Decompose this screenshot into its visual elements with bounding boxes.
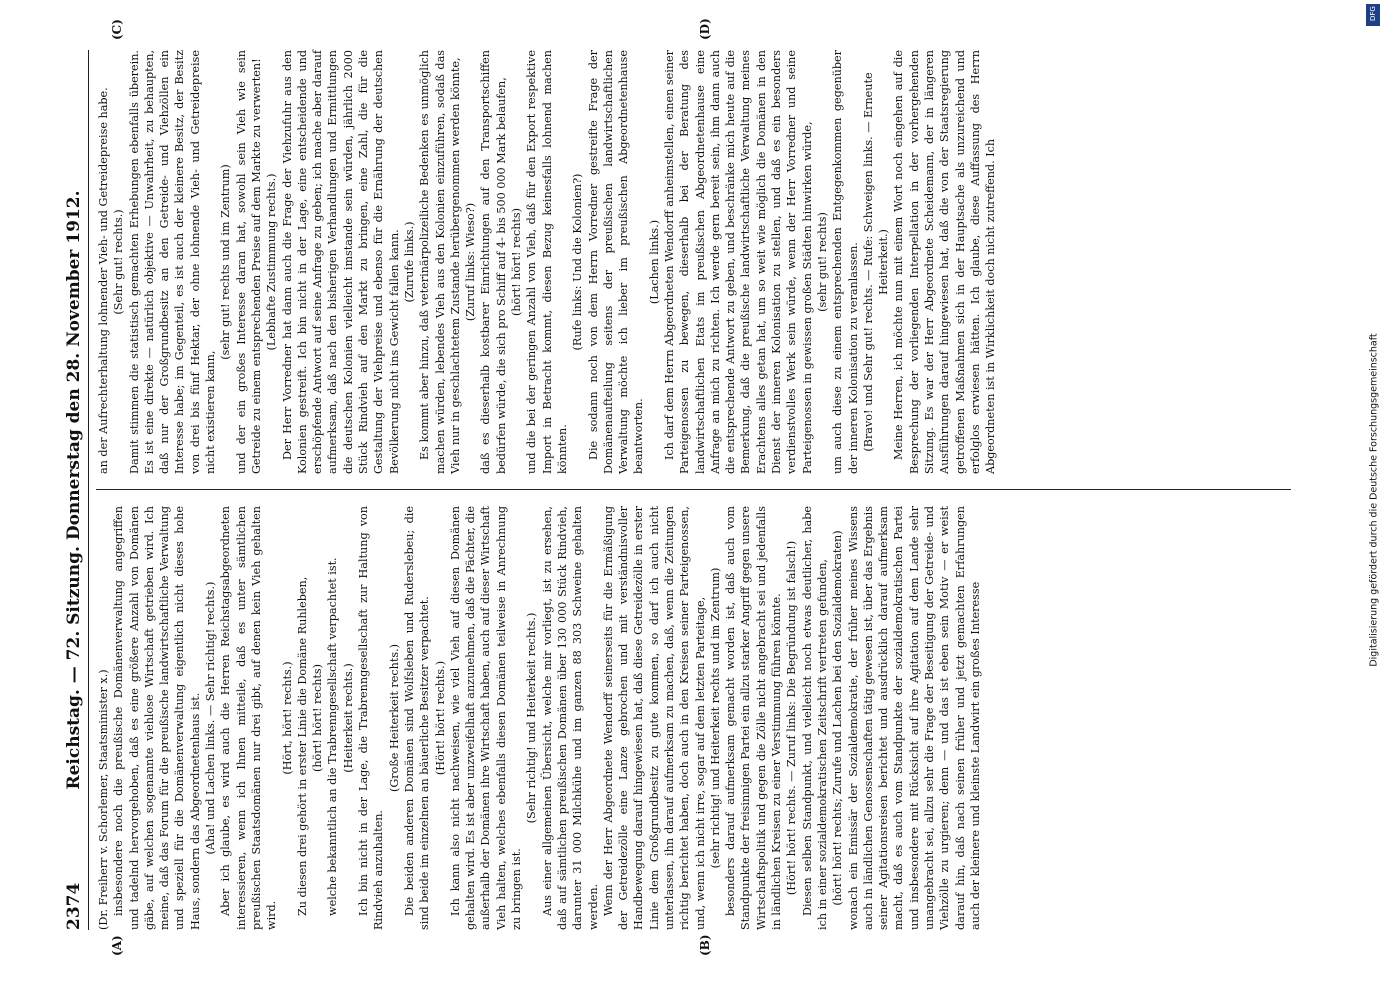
interjection: (Zurufe links.) <box>402 221 416 303</box>
column-divider <box>96 489 1291 490</box>
paragraph: Aus einer allgemeinen Übersicht, welche mir vorliegt, ist zu ersehen, daß auf sämtlichen preußischen Domänen über 130 000 Stück Rindvieh, darunter 31 000 Milchkühe und im ganzen 88 303 Schweine gehalten werden. <box>540 506 600 930</box>
paragraph: wonach ein Emissär der Sozialdemokratie, der früher meines Wissens auch in ländlichen Genossenschaften tätig gewesen ist, über das Ergebnis seiner Agitationsreisen berichtet und ausdrücklich darauf aufmerksam macht, daß es auch vom Standpunkte der sozialdemokratischen Partei und insbesondere mit Rücksicht auf ihre Agitation auf dem Lande sehr unangebracht sei, allzu sehr die Frage der Beseitigung der Getreide- und Viehzölle zu urgieren; denn — und das ist eben sein Motiv — er weist darauf hin, daß nach seinen früher und jetzt gemachten Erfahrungen auch der kleinere und kleinste Landwirt ein großes Interesse <box>846 506 982 930</box>
paragraph: um auch diese zu einem entsprechenden Entgegenkommen gegenüber der inneren Kolonisation zu veranlassen. <box>831 50 860 474</box>
interjection: (Heiterkeit rechts.) <box>341 663 355 773</box>
interjection: (Bravo! und Sehr gut! rechts. — Rufe: Schweigen links. — Erneute Heiterkeit.) <box>861 72 891 452</box>
dfg-logo <box>1366 4 1380 26</box>
interjection: (Sehr richtig! und Heiterkeit rechts.) <box>525 612 539 824</box>
paragraph: insbesondere noch die preußische Domänenverwaltung angegriffen und tadelnd hervorgehoben, daß es eine größere Anzahl von Domänen gäbe, auf welchen sogenannte viehlose Wirtschaft getrieben wird. Ich meine, daß das Forum für die preußische landwirtschaftliche Verwaltung und speziell für die Domänenverwaltung eigentlich nicht dieses hohe Haus, sondern das Abgeordnetenhaus ist. <box>112 506 202 930</box>
paragraph: Zu diesen drei gehört in erster Linie die Domäne Ruhleben, <box>295 576 309 916</box>
interjection: (Hört, hört! rechts.) <box>280 661 294 775</box>
paragraph: (Dr. Freiherr v. Schorlemer, Staatsminister x.) <box>97 669 110 930</box>
paragraph: Damit stimmen die statistisch gemachten Erhebungen ebenfalls überein. Es ist eine direkte — natürlich objektive — Unwahrheit, zu behaupten, daß nur der Großgrundbesitz an den Getreide- und Viehzöllen ein Interesse habe; im Gegenteil, es ist auch der kleinere Besitz, der Besitz von drei bis fünf Hektar, der ohne lohnende Vieh- und Getreidepreise nicht existieren kann, <box>127 50 218 474</box>
interjection: (hört! hört! rechts; Zurufe und Lachen bei den Sozialdemokraten) <box>831 530 845 906</box>
page-title: Reichstag. — 72. Sitzung. Donnerstag den 28. November 1912. <box>64 190 84 790</box>
margin-marker-d: (D) <box>698 18 712 40</box>
left-text-column <box>96 506 983 930</box>
interjection: (Sehr gut! rechts.) <box>112 209 126 315</box>
paragraph: Aber ich glaube, es wird auch die Herren Reichstagsabgeordneten interessieren, wenn ich Ihnen mitteile, daß es unter sämtlichen preußischen Staatsdomänen nur drei gibt, auf denen kein Vieh gehalten wird. <box>219 506 279 930</box>
page-header <box>58 50 86 930</box>
digitization-credit: Digitalisierung gefördert durch die Deutsche Forschungsgemeinschaft <box>1368 333 1380 667</box>
dfg-logo-text: DFG <box>1369 6 1377 21</box>
interjection: (Hört! hört! rechts. — Zuruf links: Die Begründung ist falsch!) <box>785 540 799 896</box>
interjection: (hört! hört! rechts) <box>510 207 524 317</box>
interjection: (Große Heiterkeit rechts.) <box>387 643 401 793</box>
interjection: (Aha! und Lachen links. — Sehr richtig! rechts.) <box>204 581 218 855</box>
interjection: (hört! hört! rechts) <box>311 663 325 773</box>
right-text-column <box>96 50 999 474</box>
interjection: (sehr gut! rechts) <box>815 212 829 312</box>
paragraph: Die sodann noch von dem Herrn Vorredner gestreifte Frage der Domänenaufteilung seitens der preußischen landwirtschaftlichen Verwaltung möchte ich lieber im preußischen Abgeordnetenhause beantworten. <box>586 50 646 474</box>
paragraph: daß es dieserhalb kostbarer Einrichtungen auf den Transportschiffen bedürfen würde, die sich pro Schiff auf 4- bis 500 000 Mark belaufen, <box>479 50 508 474</box>
interjection: (Hört! hört! rechts.) <box>433 660 447 776</box>
paragraph: welche bekanntlich an die Trabrenngesellschaft verpachtet ist. <box>326 557 340 916</box>
interjection: (Lachen links.) <box>647 219 661 305</box>
interjection: (Zuruf links: Wieso?) <box>464 202 478 322</box>
paragraph: Es kommt aber hinzu, daß veterinärpolizeiliche Bedenken es unmöglich machen würden, lebendes Vieh aus den Kolonien einzuführen, sodaß das Vieh nur in geschlachtetem Zustande herübergenommen werden könnte, <box>418 50 462 474</box>
header-rule <box>88 50 89 930</box>
interjection: (Lebhafte Zustimmung rechts.) <box>265 173 279 351</box>
paragraph: an der Aufrechterhaltung lohnender Vieh- und Getreidepreise habe. <box>97 87 110 474</box>
margin-marker-c: (C) <box>110 19 124 40</box>
paragraph: Ich darf dem Herrn Abgeordneten Wendorff anheimstellen, einen seiner Parteigenossen zu bewegen, dieserhalb bei der Beratung des landwirtschaftlichen Etats im preußischen Abgeordnetenhause eine Anfrage an mich zu richten. Ich werde gern bereit sein, ihm dann auch die entsprechende Antwort zu geben, und beschränke mich heute auf die Bemerkung, daß die preußische landwirtschaftliche Verwaltung meines Erachtens alles getan hat, um so weit wie möglich die Domänen in den Dienst der inneren Kolonisation zu stellen, und daß es ein besonders verdienstvolles Werk sein würde, wenn der Herr Vorredner und seine Parteigenossen in gewissen großen Städten hinwirken würde, <box>662 50 814 474</box>
paragraph: Ich kann also nicht nachweisen, wie viel Vieh auf diesen Domänen gehalten wird. Es ist aber unzweifelhaft anzunehmen, daß die Pächter, die außerhalb der Domänen ihre Wirtschaft haben, auch auf dieser Wirtschaft Vieh halten, welches ebenfalls diesen Domänen teilweise in Anrechnung zu bringen ist. <box>448 506 524 930</box>
paragraph: und die bei der geringen Anzahl von Vieh, daß für den Export respektive Import in Betracht kommt, diesen Bezug keinesfalls lohnend machen könnten. <box>525 50 569 474</box>
margin-marker-b: (B) <box>698 934 712 956</box>
paragraph: Die beiden anderen Domänen sind Wolfsleben und Ruderslebeu; die sind beide im einzelnen an bäuerliche Besitzer verpachtet. <box>402 506 432 930</box>
paragraph: Ich bin nicht in der Lage, die Trabrenngesellschaft zur Haltung von Rindvieh anzuhalten. <box>357 506 386 930</box>
paragraph: und der ein großes Interesse daran hat, sowohl sein Vieh wie sein Getreide zu einem entsprechenden Preise auf dem Markte zu verwerten! <box>234 50 263 474</box>
paragraph: Wenn der Herr Abgeordnete Wendorff seinerseits für die Ermäßigung der Getreidezölle eine Lanze gebrochen und mit verständnisvoller Handbewegung darauf hingewiesen hat, daß diese Getreidezölle in erster Linie dem Großgrundbesitz zu gute kommen, so darf ich auch nicht unterlassen, ihn darauf aufmerksam zu machen, daß, wenn die Zeitungen richtig berichtet haben, doch auch in den Kreisen seiner Parteigenossen, und, wenn ich nicht irre, sogar auf dem letzten Parteitage, <box>601 506 707 930</box>
paragraph: Meine Herren, ich möchte nun mit einem Wort noch eingehen auf die Besprechung der vorliegenden Interpellation in der vorhergehenden Sitzung. Es war der Herr Abgeordnete Scheidemann, der in längeren Ausführungen darauf hingewiesen hat, daß die von der Staatsregierung getroffenen Maßnahmen sich in der Hauptsache als unzureichend und erfolglos erwiesen hätten. Ich glaube, diese Auffassung des Herrn Abgeordneten ist in Wirklichkeit doch nicht zutreffend. Ich <box>892 50 998 474</box>
page-number: 2374 <box>64 882 84 930</box>
paragraph: Der Herr Vorredner hat dann auch die Frage der Viehzufuhr aus den Kolonien gestreift. Ich bin nicht in der Lage, eine entscheidende und erschöpfende Antwort auf seine Anfrage zu geben; ich mache aber darauf aufmerksam, daß nach den bisherigen Verhandlungen und Ermittlungen die deutschen Kolonien vielleicht imstande sein würden, jährlich 2000 Stück Rindvieh auf den Markt zu bringen, eine Zahl, die für die Gestaltung der Viehpreise und ebenso für die Ernährung der deutschen Bevölkerung nicht ins Gewicht fallen kann. <box>280 50 401 474</box>
margin-marker-a: (A) <box>110 935 124 956</box>
interjection: (sehr richtig! und Heiterkeit rechts und im Zentrum) <box>708 567 722 869</box>
paragraph: Diesen selben Standpunkt, und vielleicht noch etwas deutlicher, habe ich in einer sozialdemokratischen Zeitschrift vertreten gefunden, <box>800 506 829 930</box>
document-page <box>58 18 1308 956</box>
paragraph: besonders darauf aufmerksam gemacht worden ist, daß auch vom Standpunkte der freisinnigen Partei ein allzu starker Angriff gegen unsere Wirtschaftspolitik und gegen die Zölle nicht angebracht sei und jedenfalls in ländlichen Kreisen zu einer Verstimmung führen könnte. <box>724 506 784 930</box>
interjection: (Rufe links: Und die Kolonien?) <box>571 173 585 351</box>
interjection: (sehr gut! rechts und im Zentrum) <box>219 164 233 360</box>
